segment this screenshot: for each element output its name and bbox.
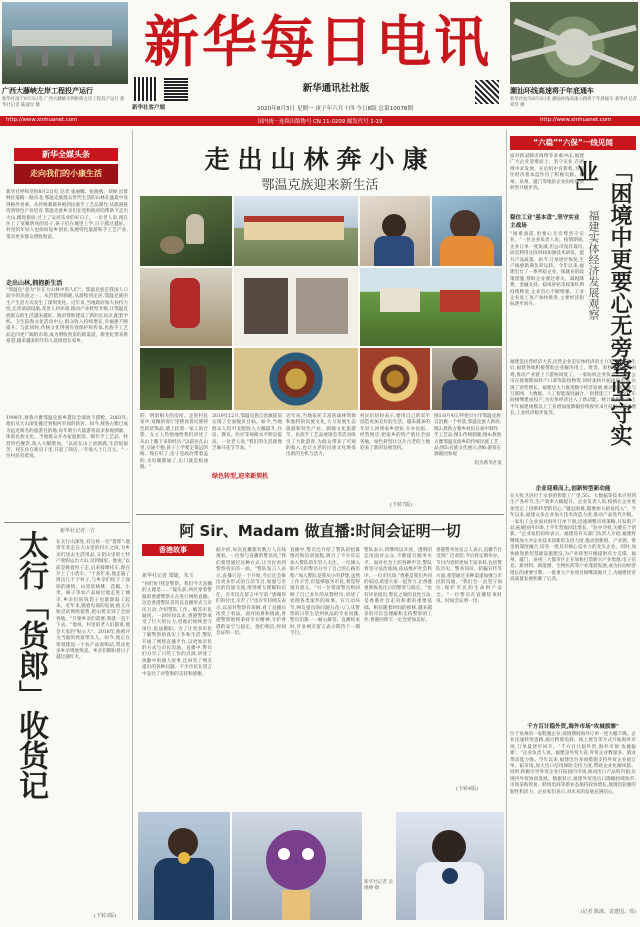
main-divider <box>136 514 504 515</box>
main-photo-caption-text: 图1:8月4日,呼伦贝尔市鄂温克族自治旗一个村落,鄂温克族人新居;图2:敖鲁古雅乡村民在家中制作手工艺品;图3:传统驯鹿;图4:敖鲁古雅鄂温克族乡的传统民族工艺品;图5:民族文化展示;图6:游客在驯鹿园参观 <box>434 414 502 458</box>
url-right[interactable]: http://www.xinhuanet.com <box>540 117 612 123</box>
main-photo-credit: 均为新华社发 <box>474 460 502 466</box>
right-subhead-3: 千方百计稳外贸,海外市场"攻城拔寨" <box>527 724 619 730</box>
main-photo-9 <box>234 348 358 410</box>
main-photo-5 <box>140 268 232 346</box>
secondary-body-2: 据介绍,每次直播都有数万人在线观看。一位参与直播的警员说,"我们希望通过这种方式,让市民看到警察真实的一面。"警队发言人表示,直播只是一个开始,今后还会推出更多形式的互动节目,加强与市民的沟通交流,增进相互理解和信任。有市民在留言中写道:"感谢你们的付出,辛苦了!"也有年轻网友表示,以前对警察有误解,看了直播后改变了看法。面对困难和挑战,香港警察始终秉持专业精神,守护香港的安宁与稳定。他们相信,时间会证明一切。 <box>216 548 286 637</box>
right-subhead-2: 企业迎难而上,创新转型新动能 <box>535 486 611 492</box>
masthead-left-caption: 广西大藤峡左岸工程投产运行 <box>2 87 93 95</box>
right-body-5: 位于泉州的一家鞋服企业,疫情期间海外订单一度大幅下降。企业迅速转变思路,通过跨境电商、线上展会等方式开拓海外市场,订单量逐步回升。"千方百计稳外贸,海外市场'攻城拔寨'。"企业负责人说。福建是外贸大省,外贸企业数量多、就业带动能力强。今年以来,福建出台多项措施支持外贸企业稳订单、拓市场,加大出口信用保险支持力度,帮助企业化解风险。同时,积极引导外贸企业开拓国内市场,推动出口产品转内销,实现内外贸协同发展。数据显示,福建外贸进出口降幅持续收窄,市场采购贸易、跨境电商等新业态保持较快增长,展现出较强的韧性和活力。企业家们表示,对未来的发展充满信心。 <box>510 732 636 795</box>
main-continued: (下转7版) <box>390 502 413 508</box>
left-continued: (下转3版) <box>94 913 117 919</box>
secondary-continued: (下转4版) <box>456 786 479 792</box>
right-byline: (记者 陈淑、袁建国、邓) <box>580 909 636 915</box>
right-body-1: 面对新冠肺炎疫情等多重冲击,福建广大企业迎难而上、坚守实业,在困境中求发展、在危机中育新机,为稳住经济基本盘作出了积极贡献。福州、泉州、厦门等地的企业纷纷加快转型升级步伐。 <box>510 154 584 192</box>
masthead-right-photo <box>510 2 638 84</box>
rule-left <box>132 130 133 920</box>
main-subheadline: 鄂温克族迎来新生活 <box>261 178 379 193</box>
main-photo-4 <box>432 196 502 266</box>
secondary-section-label: 香港故事 <box>142 544 204 556</box>
main-photo-8 <box>140 348 232 410</box>
url-left[interactable]: http://www.xinhuanet.com <box>6 117 78 123</box>
main-subhead-1: 绿色转型,迎来新契机 <box>212 473 269 480</box>
main-photo-7 <box>360 268 502 346</box>
left-divider <box>4 522 130 523</box>
right-vertical-subheadline: 福建实体经济发展观察 <box>587 210 600 320</box>
main-photo-2 <box>234 196 358 266</box>
left-body-3: 1998年,敖鲁古雅鄂温克族乡猎民全部放下猎枪。2003年,他们从大山深处搬迁到根河市郊的新居。如今,敖鲁古雅已成为远近闻名的旅游目的地,每年吸引大量游客前来参观驯鹿、体验民族文化。当地群众开办家庭旅馆、制作手工艺品、经营特色餐饮,收入大幅增加。"以前在山上放驯鹿,生活很艰苦。现在住在新房子里,开起了商店,一年收入十几万元。"一位村民笑着说。 <box>6 416 128 460</box>
main-body-2: 2019年12月,鄂温克族自治旗提前实现了全面脱贫目标。如今,当地群众人均可支配收入大幅提升,住房、教育、医疗等保障水平明显提高。一位老人说,"我们的生活就像芝麻开花节节高。" 绿色转型,迎来新契机 <box>212 414 282 480</box>
masthead-left-teaser: 新华社南宁8月3日电 广西大藤峡水利枢纽左岸工程投产运行 新华社记者 陆波岸 摄 <box>2 97 125 108</box>
masthead-right-caption: 潮汕环线高速将于年底通车 <box>510 87 594 95</box>
main-body-1: 的、明暗相关的房屋。走进村民家中,宽敞的客厅里摆放着民族特色的装饰品,墙上挂着一家人的合影。女主人热情地给我们讲述了从山上搬下来的经历:"以前住在山里,交通不便,孩子上学要走很远的路。现在好了,房子是政府帮着盖的,水电暖都通了,出门就是柏油路。" <box>140 414 208 471</box>
right-vertical-headline: 「困境中更要心无旁骛坚守实业」 <box>573 160 632 446</box>
secondary-body-3: 直播中,警员还介绍了警队的招募情况和培训流程,吸引了不少有志加入警队的年轻人关注。一位刚入职不久的警员分享了自己的心路历程:"加入警队是我从小的梦想,虽然工作辛苦,但能够服务市民,我觉得很有意义。"另一位资深警员则回顾了自己多年的从警经历,讲述了处理各类案件的故事。在互动环节,网友提出的问题五花八门,从警察的日常生活到执法的专业问题,警员们都一一耐心解答。直播结束时,许多网友留言表示期待下一期节目。 <box>290 548 360 637</box>
left-banner-text: 走向我们的小康生活 <box>30 169 102 178</box>
secondary-headline: 阿 Sir、Madam 做直播:时间会证明一切 <box>179 522 461 540</box>
secondary-photo-2 <box>232 812 362 920</box>
main-headline: 走出山林奔小康 <box>204 145 436 174</box>
main-photo-3 <box>360 196 430 266</box>
masthead-right-teaser: 新华社汕头8月3日电 潮汕环线高速公路将于年底通车 新华社记者 邓华 摄 <box>510 97 637 108</box>
secondary-byline: 新华社记者 郜婕、朱玉 <box>142 573 194 579</box>
rule-right <box>506 130 507 920</box>
main-photo-6 <box>234 268 358 346</box>
main-photo-11 <box>432 348 502 410</box>
secondary-photo-1 <box>138 812 230 920</box>
right-subhead-1: 稳住工业"基本盘",坚守实业主战场 <box>510 215 580 229</box>
main-photo-10 <box>360 348 430 410</box>
masthead-qr-code <box>164 77 188 101</box>
main-body-4: 村民们纷纷表示,要用自己的双手创造更加美好的生活。越来越多的年轻人回到家乡创业,开办民宿、经营网店,把家乡的特产销往全国各地。绿色转型让这片古老的土地迎来了新的发展契机。 (下转7版) <box>360 414 430 508</box>
secondary-body-1: "你们好!我是警察。我们今天直播的主题是……"镜头前,两名穿着警服的香港警察正在进行网络直播。这是香港警队首次以直播形式与市民互动,介绍警队工作、解答市民疑问。一段时间以来,香港警察承受了巨大的压力,但他们始终坚守岗位,依法履职。为了让更多市民了解警察的真实工作和生活,警队开通了网络直播平台,以更加亲民的方式与市民沟通。直播中,警员们分享了日常工作的点滴,讲述了执勤中的感人故事,还回答了网友提出的各种问题。不少市民在留言中表达了对警察的支持和感谢。 <box>142 582 212 677</box>
masthead-app-qr <box>134 77 158 101</box>
left-banner <box>14 164 118 184</box>
masthead-date-line: 2020年8月3日 星期一 庚子年六月十四 今日8版 总第10078期 <box>256 106 414 112</box>
masthead-right-qr <box>475 80 499 104</box>
masthead-app-label: 新华社客户端 <box>132 105 166 111</box>
left-body-2: "鄂温克"意为"住在大山林中的人们"。鄂温克族是我国人口较少的民族之一。从狩猎到驯鹿,从游牧到定居,鄂温克族的生产生活方式发生了深刻变化。近年来,当地政府加大扶持力度,完善基础设施,改善人居环境,推动产业转型升级,让鄂温克族群众的生活越来越好。政府帮助建设了新的定居点,配套学校、卫生院和文化活动中心,群众收入持续增长,幸福感不断提升。与此同时,传统文化得到有效保护和传承,民族手工艺品走向更广阔的市场,成为增收致富的新渠道。新变化带来新希望,越来越多的年轻人选择留在家乡。 <box>6 288 128 345</box>
left-body-1: 新华社呼和浩特8月2日电 记者 张丽娜、张晓燕、刘俊 沿着林区道路一路向北,鄂温克族群众世代生活的山林在盛夏中显得格外青翠。从传统驯鹿养殖到民族手工艺品制作,从旅游接待到特色产业培育,鄂温克族乡亲们在党和政府的帮助下走出大山,搬进新居,过上了安居乐业的好日子。一位老人说,现在住上了宽敞明亮的房子,孩子们在城里上学,日子越过越好。村里的年轻人也纷纷返乡创业,发展特色旅游和手工艺产业,带动更多群众增收致富。 <box>6 190 128 240</box>
secondary-photo-3 <box>396 812 504 920</box>
masthead-subtitle: 新华通讯社社版 <box>302 83 370 94</box>
left-vertical-headline: 太行「货郎」收货记 <box>13 530 48 800</box>
left-section-label: 新华全媒头条 <box>14 148 118 161</box>
main-body-3: 近年来,当地依托丰富的森林资源和独特的民族文化,大力发展生态旅游和特色产业。驯鹿文化旅游节、民族手工艺品展销会等活动吸引了大批游客,为群众带来了可观的收入,也让古老的民族文化焕发出新的生机与活力。 <box>286 414 356 458</box>
main-photo-1 <box>140 196 232 266</box>
left-body-4: 在太行山深处,有这样一位"货郎":他常年奔走在大山里的村庄之间,为乡亲们送去生活用品,又把山里的土特产收购运出大山,卖到城里。他说,"以前是挑着担子走,后来骑摩托车,现在开上了小货车。"十多年来,他走遍了周边几十个村子,与乡亲们结下了深厚的感情。山里的核桃、花椒、小米、柿子等农产品通过他走进了城市,乡亲们的钱袋子也渐渐鼓了起来。近年来,随着电商的发展,他又开始尝试网络销售,把山货卖到了全国各地。"只要乡亲们需要,我就一直干下去。"他说。村里的老人们都说,他是大家的"贴心人"。2016年,他被评为当地的致富带头人。如今,他正在筹划建设一个农产品收购站,带动更多乡亲增收致富。乡亲们期盼着日子越过越红火。 <box>56 540 130 661</box>
secondary-photo-caption: 新华社记者 吴晓峰 摄 <box>364 880 394 891</box>
right-body-4: 在九牧卫浴位于永春的智能工厂里,5G、大数据等技术应用到生产各环节,生产效率大幅提升。企业负责人说,疫情让企业更加坚定了创新转型的信心,"越是困难,越要加大研发投入"。今年以来,福建众多企业加大技术改造力度,推动产品迭代升级。一家电子企业面对海外订单下滑,迅速调整市场策略,开发新产品,拓展国内市场,上半年营收同比增长。"危中寻机,关键在于创新。"企业家们纷纷表示。福建省有关部门负责人介绍,福建将继续加大对企业技术创新的支持力度,推动创新链、产业链、资金链深度融合,培育一批具有核心竞争力的龙头企业。同时,加快推进新型基础设施建设,为产业转型升级提供有力支撑。福州、厦门、泉州三大都市区正在加快打造新兴产业集群,电子信息、新材料、新能源、生物医药等产业蓬勃发展,成为拉动经济增长的重要引擎。一批重大产业项目相继落地开工,为福建经济高质量发展积蓄了后劲。 <box>510 494 636 583</box>
right-section-label: “六稳”“六保”一线见闻 <box>510 136 636 150</box>
left-subhead-1: 走出山林,拥抱新生活 <box>6 280 63 287</box>
issue-info: 国内统一连续出版物号 CN 11-0209 邮发代号 1-19 <box>257 119 383 125</box>
secondary-body-4: 警队表示,将继续以开放、透明的态度面对公众,不断提升服务水平。面对社会上的各种声音,警队将坚守法治底线,依法维护社会秩序。一位市民说:"香港是我们共同的家园,希望大家一起努力,让香港重新恢复往日的繁荣与稳定。"也有评论指出,警民之间的良性互动,是香港社会走向和谐的重要基础。相信随着时间的推移,越来越多的市民会理解和支持警察的工作,香港的明天一定会更加美好。 <box>364 548 432 624</box>
masthead-left-photo <box>2 2 128 84</box>
right-body-2: "困难面前,更要心无旁骛坚守实业。"一位企业负责人说。疫情期间,企业订单一度锐减,但公司没有裁员,而是利用这段时间加强技术研发、提升产品质量。如今,订单逐步恢复,生产线重新满负荷运转。今年以来,福建出台了一系列稳企业、保就业的政策措施,帮助企业渡过难关。减税降费、金融支持、稳岗补贴等政策红利持续释放,企业信心不断增强。工业企业复工复产加快推进,主要经济指标逐步回升。 <box>510 232 584 308</box>
right-body-3: 福建是民营经济大省,民营企业是实体经济的主力军。疫情发生后,福建各地积极帮助企业解决用工、资金、原材料供应等困难,推动产业链上下游协同复工。一家纺织企业负责人介绍,公司在疫情期间转产口罩等防疫物资,同时加快开拓国内市场,实现了逆势增长。福建还大力推进数字经济发展,推动传统产业与互联网、大数据、人工智能深度融合,一批智能工厂、数字化车间相继建成投产,为实体经济注入了新动能。统计数据显示,上半年福建规模以上工业增加值降幅持续收窄,6月份已实现正增长,工业经济稳步复苏。 <box>510 360 636 417</box>
secondary-body-5: 香港警务处发言人表示,直播节目受到广泛欢迎,今后将定期举办。节目内容将更加丰富多样,包括警队历史、警务知识、防骗宣传等方面,希望通过多种渠道加强与市民的沟通。"我们会一直坚守岗位,保护市民的生命财产安全。"一位警员在直播结束时说。时间会证明一切。 (下转4版) <box>436 548 502 792</box>
main-photo-caption <box>434 414 502 512</box>
left-column-label: 新华社记者一方 <box>60 528 96 534</box>
masthead-title: 新华每日电讯 <box>143 9 492 74</box>
